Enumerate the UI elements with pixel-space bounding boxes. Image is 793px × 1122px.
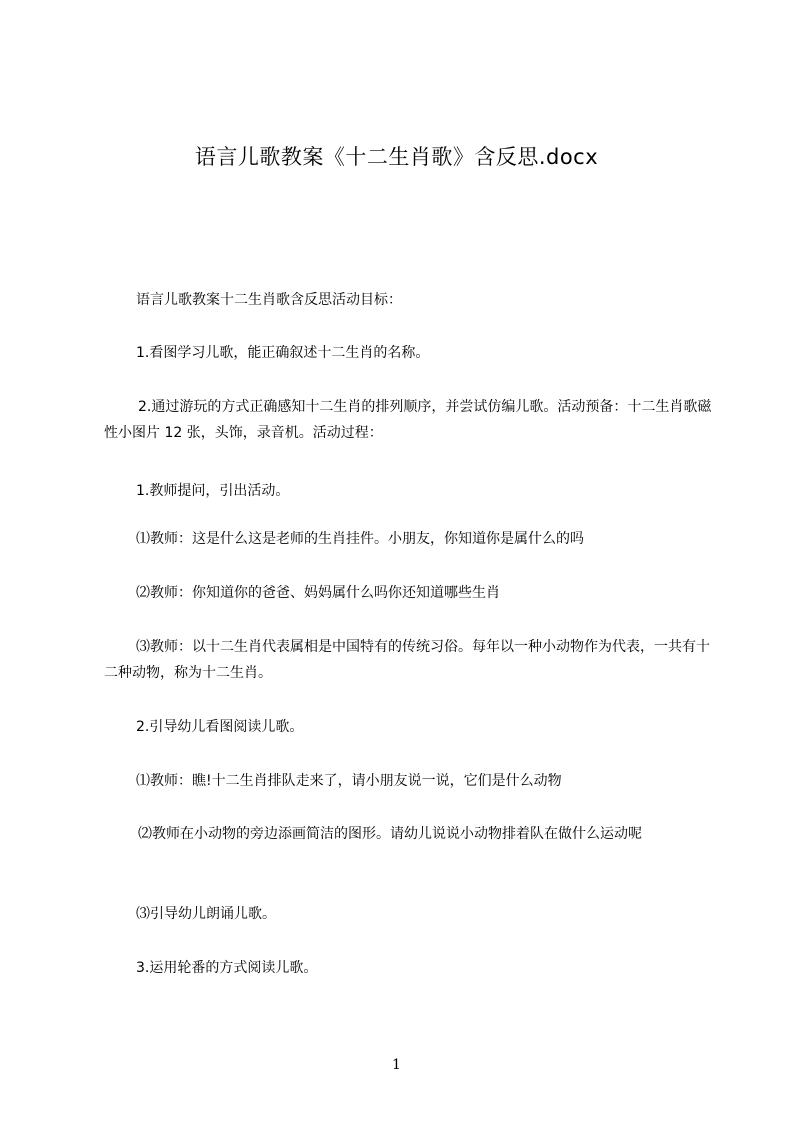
paragraph-step-2-2: ⑵教师在小动物的旁边添画简洁的图形。请幼儿说说小动物排着队在做什么运动呢 xyxy=(138,826,642,842)
paragraph-intro: 语言儿歌教案十二生肖歌含反思活动目标： xyxy=(136,292,402,308)
paragraph-step-1-3: ⑶教师：以十二生肖代表属相是中国特有的传统习俗。每年以一种小动物作为代表，一共有十二种动物，称为十二生肖。 xyxy=(104,639,710,681)
document-title: 语言儿歌教案《十二生肖歌》含反思.docx xyxy=(194,145,599,169)
paragraph-step-1-1: ⑴教师：这是什么这是老师的生肖挂件。小朋友，你知道你是属什么的吗 xyxy=(136,531,584,547)
paragraph-goal-2: 2.通过游玩的方式正确感知十二生肖的排列顺序，并尝试仿编儿歌。活动预备：十二生肖歌磁性小图片 12 张，头饰，录音机。活动过程： xyxy=(104,399,712,441)
paragraph-step-3: 3.运用轮番的方式阅读儿歌。 xyxy=(136,960,318,976)
paragraph-step-2-3: ⑶引导幼儿朗诵儿歌。 xyxy=(136,906,276,922)
paragraph-step-1: 1.教师提问，引出活动。 xyxy=(136,483,290,499)
paragraph-goal-1: 1.看图学习儿歌，能正确叙述十二生肖的名称。 xyxy=(136,345,430,361)
paragraph-step-1-2: ⑵教师：你知道你的爸爸、妈妈属什么吗你还知道哪些生肖 xyxy=(136,585,500,601)
page-number: 1 xyxy=(392,1057,401,1073)
paragraph-step-2: 2.引导幼儿看图阅读儿歌。 xyxy=(136,719,304,735)
paragraph-step-2-1: ⑴教师：瞧!十二生肖排队走来了，请小朋友说一说，它们是什么动物 xyxy=(136,773,562,789)
